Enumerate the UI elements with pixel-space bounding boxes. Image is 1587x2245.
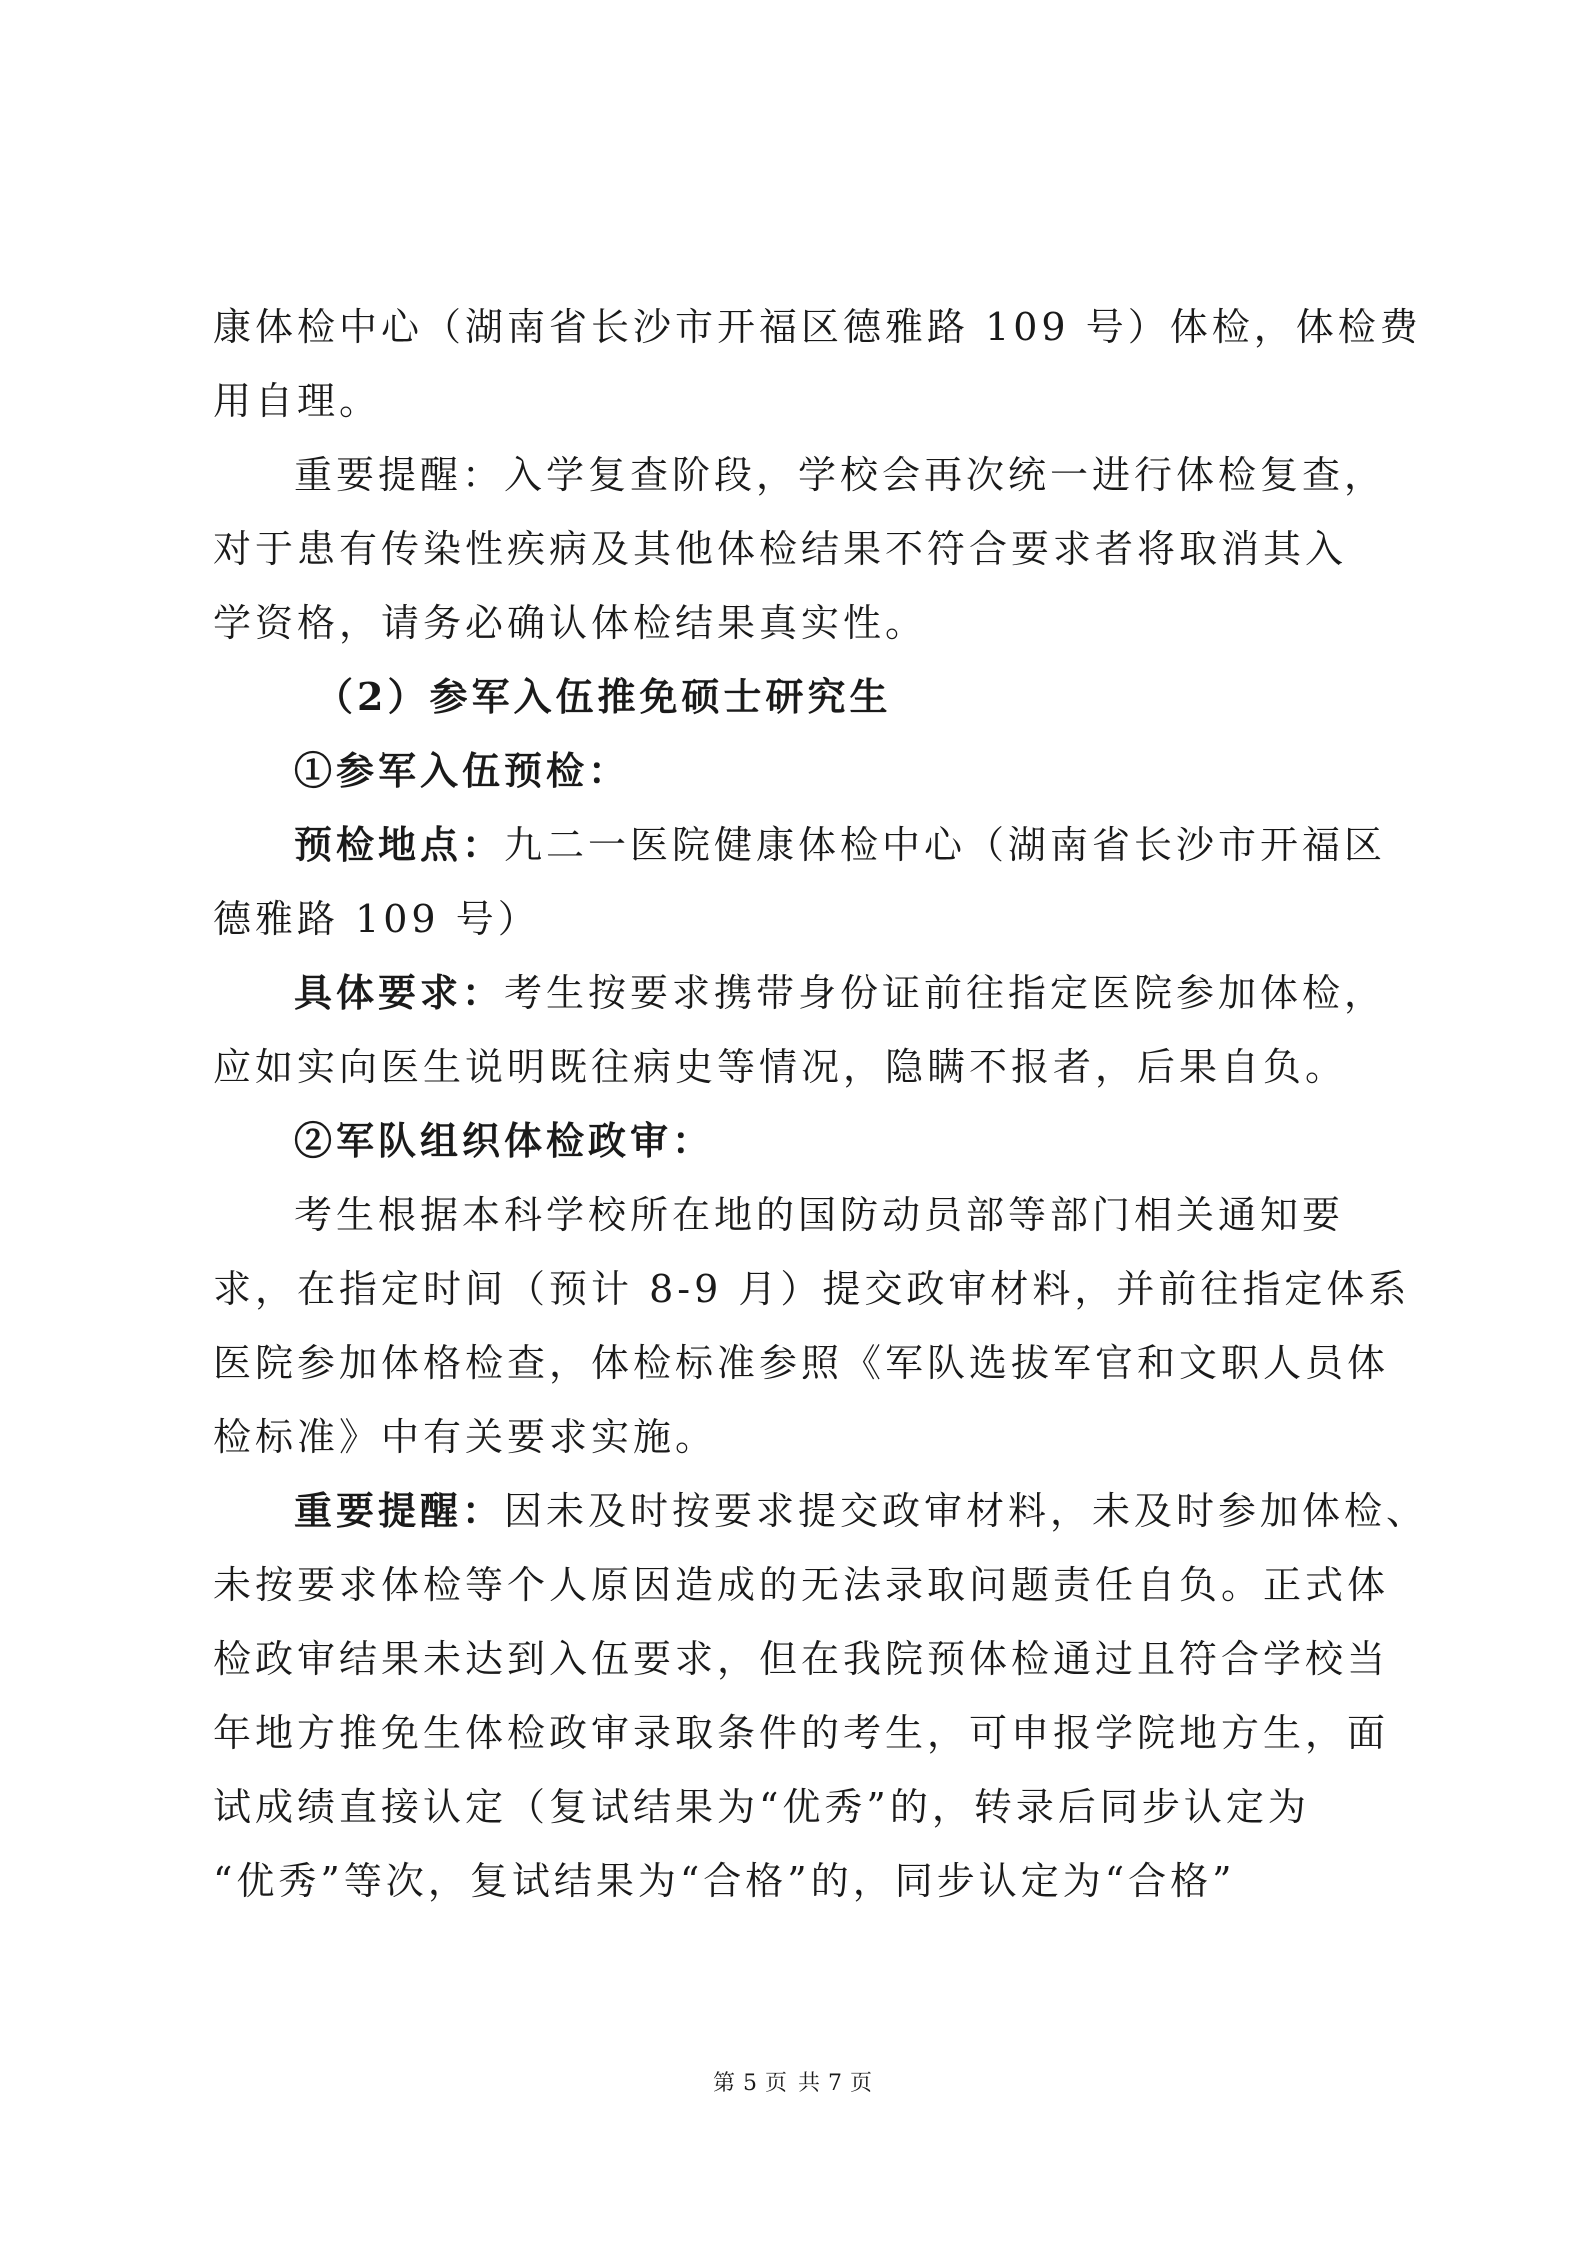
inline-text: 因未及时按要求提交政审材料，未及时参加体检、: [504, 1489, 1429, 1533]
body-line: 求，在指定时间（预计 8-9 月）提交政审材料，并前往指定体系: [213, 1267, 1411, 1311]
inline-label: 具体要求：: [294, 970, 505, 1015]
body-line: 未按要求体检等个人原因造成的无法录取问题责任自负。正式体: [213, 1563, 1390, 1607]
subsection-heading: ②军队组织体检政审：: [294, 1118, 715, 1163]
body-line: 考生根据本科学校所在地的国防动员部等部门相关通知要: [294, 1193, 1345, 1237]
page-number: 5: [743, 2071, 759, 2096]
subsection-heading: ①参军入伍预检：: [294, 748, 631, 793]
footer-suffix: 页: [850, 2071, 875, 2096]
body-line: 学资格，请务必确认体检结果真实性。: [213, 601, 928, 645]
footer-mid: 页 共: [765, 2071, 822, 2096]
body-line: 检标准》中有关要求实施。: [213, 1415, 718, 1459]
footer-prefix: 第: [712, 2071, 737, 2096]
body-line: 重要提醒：入学复查阶段，学校会再次统一进行体检复查，: [294, 453, 1387, 497]
body-line: 康体检中心（湖南省长沙市开福区德雅路 109 号）体检，体检费: [213, 305, 1422, 349]
body-line: 检政审结果未达到入伍要求，但在我院预体检通过且符合学校当: [213, 1637, 1390, 1681]
inline-label: 预检地点：: [294, 822, 505, 867]
inline-label: 重要提醒：: [294, 1488, 505, 1533]
page-footer: [0, 2069, 1587, 2099]
body-line: [294, 820, 1394, 870]
body-line: 对于患有传染性疾病及其他体检结果不符合要求者将取消其入: [213, 527, 1348, 571]
body-line: [294, 968, 1394, 1018]
inline-text: 考生按要求携带身份证前往指定医院参加体检，: [504, 971, 1387, 1015]
body-line: 试成绩直接认定（复试结果为“优秀”的，转录后同步认定为: [213, 1785, 1310, 1829]
body-line: 年地方推免生体检政审录取条件的考生，可申报学院地方生，面: [213, 1711, 1390, 1755]
inline-text: 九二一医院健康体检中心（湖南省长沙市开福区: [504, 823, 1387, 867]
section-heading: （2）参军入伍推免硕士研究生: [315, 674, 892, 719]
body-line: 用自理。: [213, 379, 382, 423]
body-line: [294, 1486, 1429, 1536]
body-line: 医院参加体格检查，体检标准参照《军队选拔军官和文职人员体: [213, 1341, 1390, 1385]
body-line: 应如实向医生说明既往病史等情况，隐瞒不报者，后果自负。: [213, 1045, 1348, 1089]
body-line: 德雅路 109 号）: [213, 897, 540, 941]
page-total: 7: [828, 2071, 844, 2096]
body-line: “优秀”等次，复试结果为“合格”的，同步认定为“合格”: [213, 1859, 1236, 1903]
